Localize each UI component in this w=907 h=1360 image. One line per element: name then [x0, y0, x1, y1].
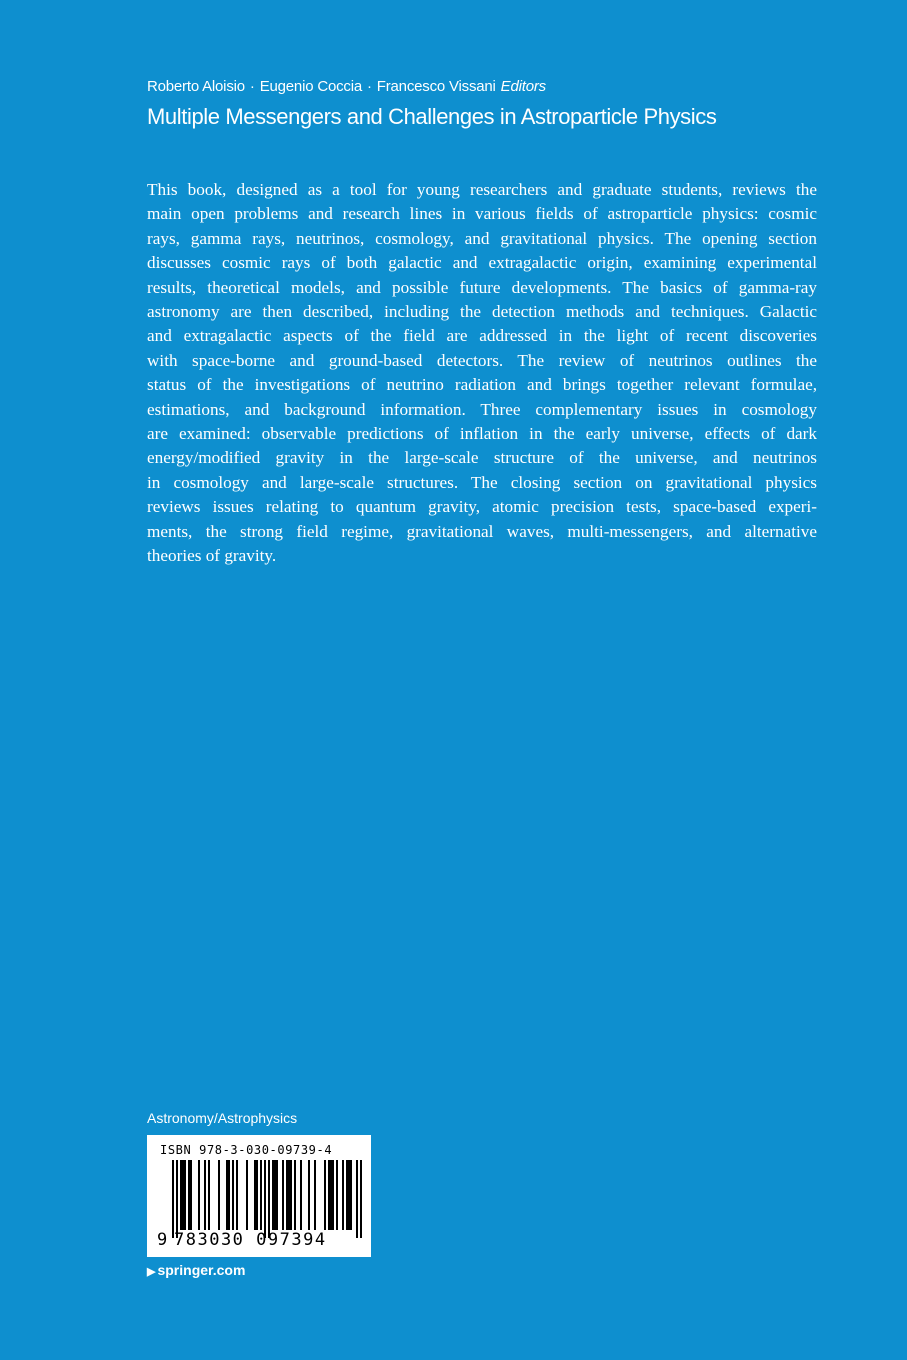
barcode-bar	[272, 1160, 274, 1230]
barcode-bar	[336, 1160, 338, 1230]
barcode-bar	[346, 1160, 348, 1230]
barcode-bar	[314, 1160, 316, 1230]
barcode-bar	[190, 1160, 192, 1230]
description-line: and extragalactic aspects of the field are addressed in the light of recent discoveries	[147, 326, 817, 346]
barcode-bar	[208, 1160, 210, 1230]
barcode-bar	[342, 1160, 344, 1230]
barcode-bar	[300, 1160, 302, 1230]
barcode-bar	[356, 1160, 358, 1238]
editor-separator: ·	[249, 78, 255, 95]
editor-separator: ·	[366, 78, 372, 95]
barcode-bar	[184, 1160, 186, 1230]
editor-name: Eugenio Coccia	[259, 78, 362, 95]
barcode-bar	[228, 1160, 230, 1230]
isbn-label: ISBN 978-3-030-09739-4	[160, 1143, 333, 1157]
description-line: results, theoretical models, and possible future developments. The basics of gamma-ray	[147, 277, 817, 297]
barcode-bar	[324, 1160, 326, 1230]
description-line: discusses cosmic rays of both galactic and extragalactic origin, examining experimental	[147, 253, 817, 273]
barcode-bar	[264, 1160, 266, 1238]
description-line: ments, the strong field regime, gravitational waves, multi-messengers, and alternative	[147, 521, 817, 541]
isbn-barcode	[147, 1135, 371, 1257]
description-line: rays, gamma rays, neutrinos, cosmology, and gravitational physics. The opening section	[147, 228, 817, 248]
description-line: theories of gravity.	[147, 546, 277, 566]
barcode-bar	[246, 1160, 248, 1230]
barcode-bar	[276, 1160, 278, 1230]
play-arrow-icon: ▶	[147, 1266, 156, 1278]
barcode-bar	[256, 1160, 258, 1230]
description-line: astronomy are then described, including the detection methods and techniques. Galactic	[147, 302, 817, 322]
barcode-bar	[308, 1160, 310, 1230]
editors-role: Editors	[500, 78, 546, 95]
barcode-bar	[268, 1160, 270, 1238]
barcode-bar	[294, 1160, 296, 1230]
editor-name: Roberto Aloisio	[147, 78, 245, 95]
publisher-website[interactable]	[147, 1262, 245, 1278]
barcode-bar	[236, 1160, 238, 1230]
barcode-bar	[328, 1160, 330, 1230]
description-line: with space-borne and ground-based detectors. The review of neutrinos outlines the	[147, 350, 817, 370]
website-label: springer.com	[157, 1262, 246, 1278]
barcode-bar	[350, 1160, 352, 1230]
barcode-bar	[180, 1160, 182, 1230]
barcode-bar	[204, 1160, 206, 1230]
barcode-bar	[348, 1160, 350, 1230]
editor-name: Francesco Vissani	[376, 78, 496, 95]
book-title: Multiple Messengers and Challenges in Astroparticle Physics	[147, 104, 717, 129]
description-line: in cosmology and large-scale structures. The closing section on gravitational physics	[147, 472, 817, 492]
barcode-bar	[260, 1160, 262, 1230]
barcode-bar	[232, 1160, 234, 1230]
barcode-bar	[282, 1160, 284, 1230]
barcode-bar	[226, 1160, 228, 1230]
barcode-bar	[198, 1160, 200, 1230]
barcode-bar	[274, 1160, 276, 1230]
barcode-bar	[218, 1160, 220, 1230]
book-description	[147, 178, 817, 569]
barcode-bar	[288, 1160, 290, 1230]
barcode-bar	[290, 1160, 292, 1230]
ean-digits: 783030 097394	[174, 1230, 327, 1250]
description-line: main open problems and research lines in various fields of astroparticle physics: cosmic	[147, 204, 817, 224]
barcode-bar	[286, 1160, 288, 1230]
description-line: are examined: observable predictions of inflation in the early universe, effects of dark	[147, 424, 817, 444]
description-line: status of the investigations of neutrino radiation and brings together relevant formulae,	[147, 375, 817, 395]
barcode-bar	[330, 1160, 332, 1230]
description-line: This book, designed as a tool for young researchers and graduate students, reviews the	[147, 180, 817, 199]
barcode-bar	[332, 1160, 334, 1230]
editors-line	[147, 78, 546, 95]
description-line: reviews issues relating to quantum gravity, atomic precision tests, space-based experi-	[147, 497, 817, 517]
barcode-bar	[254, 1160, 256, 1230]
barcode-bar	[182, 1160, 184, 1230]
subject-category: Astronomy/Astrophysics	[147, 1110, 298, 1126]
description-line: estimations, and background information. Three complementary issues in cosmology	[147, 399, 817, 419]
ean-first-digit: 9	[157, 1230, 168, 1250]
description-line: energy/modified gravity in the large-scale structure of the universe, and neutrinos	[147, 448, 817, 468]
barcode-bar	[188, 1160, 190, 1230]
barcode-bar	[360, 1160, 362, 1238]
barcode-bar	[172, 1160, 174, 1238]
barcode-bar	[176, 1160, 178, 1238]
